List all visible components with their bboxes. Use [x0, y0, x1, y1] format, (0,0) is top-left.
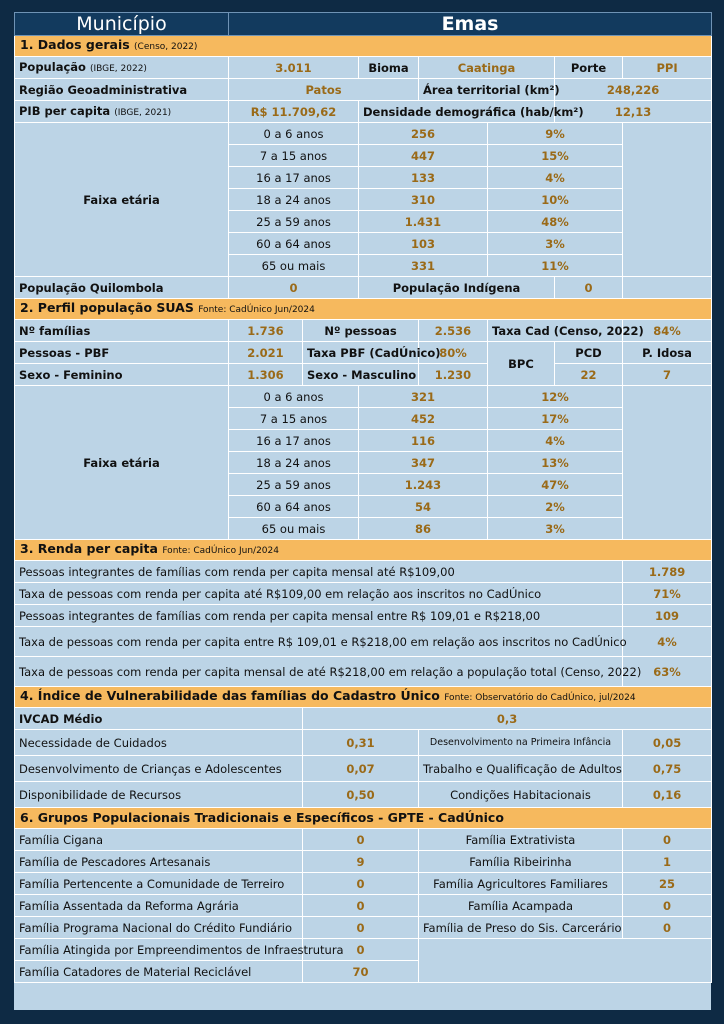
header-row [15, 13, 712, 36]
ivcad-item-label: Disponibilidade de Recursos [15, 782, 303, 808]
pib-value: R$ 11.709,62 [229, 101, 359, 123]
pbf-label: Pessoas - PBF [15, 342, 229, 364]
faixa-count: 331 [359, 255, 488, 277]
renda-value: 71% [623, 583, 712, 605]
ivcad-value: 0,3 [303, 708, 712, 730]
ivcad-item-label: Desenvolvimento de Crianças e Adolescentes [15, 756, 303, 782]
indigena-value: 0 [555, 277, 623, 299]
gpte-row [15, 939, 712, 961]
ivcad-row [15, 756, 712, 782]
renda-value: 4% [623, 627, 712, 657]
area-label: Área territorial (km²) [419, 79, 555, 101]
faixa-pct: 2% [488, 496, 623, 518]
faixa-row [15, 123, 712, 145]
faixa-etaria-label: Faixa etária [15, 123, 229, 277]
indigena-label: População Indígena [359, 277, 555, 299]
gpte-value: 0 [303, 873, 419, 895]
faixa-pct: 11% [488, 255, 623, 277]
pessoas-value: 2.536 [419, 320, 488, 342]
ivcad-row [15, 782, 712, 808]
faixa-pct: 3% [488, 233, 623, 255]
renda-row [15, 657, 712, 687]
faixa-pct: 4% [488, 430, 623, 452]
ivcad-item-label: Condições Habitacionais [419, 782, 623, 808]
table-row [15, 79, 712, 101]
faixa-range: 0 a 6 anos [229, 386, 359, 408]
idosa-value: 7 [623, 364, 712, 386]
faixa-pct: 15% [488, 145, 623, 167]
table-row [15, 708, 712, 730]
idosa-label: P. Idosa [623, 342, 712, 364]
gpte-value: 0 [623, 895, 712, 917]
faixa-range: 65 ou mais [229, 518, 359, 540]
renda-value: 109 [623, 605, 712, 627]
pcd-label: PCD [555, 342, 623, 364]
densidade-label: Densidade demográfica (hab/km²) [359, 101, 555, 123]
section-1-title: 1. Dados gerais (Censo, 2022) [15, 36, 712, 57]
taxa-cad-label: Taxa Cad (Censo, 2022) [488, 320, 623, 342]
gpte-value: 0 [303, 939, 419, 961]
renda-label: Pessoas integrantes de famílias com renda per capita mensal entre R$ 109,01 e R$218,00 [15, 605, 623, 627]
gpte-label: Família Catadores de Material Reciclável [15, 961, 303, 983]
ivcad-item-value: 0,16 [623, 782, 712, 808]
bpc-label: BPC [488, 342, 555, 386]
taxa-pbf-label: Taxa PBF (CadÚnico) [303, 342, 419, 364]
faixa-row [15, 386, 712, 408]
faixa-range: 16 a 17 anos [229, 167, 359, 189]
ivcad-item-label: Necessidade de Cuidados [15, 730, 303, 756]
faixa-range: 25 a 59 anos [229, 474, 359, 496]
gpte-label: Família de Pescadores Artesanais [15, 851, 303, 873]
section-2-title: 2. Perfil população SUAS Fonte: CadÚnico Jun/2024 [15, 299, 712, 320]
ivcad-item-label: Trabalho e Qualificação de Adultos [419, 756, 623, 782]
porte-value: PPI [623, 57, 712, 79]
gpte-label: Família Agricultores Familiares [419, 873, 623, 895]
table-row: População (IBGE, 2022) 3.011 Bioma Caatinga Porte PPI [15, 57, 712, 79]
faixa-pct: 17% [488, 408, 623, 430]
gpte-row [15, 829, 712, 851]
table-row: PIB per capita (IBGE, 2021) R$ 11.709,62 Densidade demográfica (hab/km²) 12,13 [15, 101, 712, 123]
pessoas-label: Nº pessoas [303, 320, 419, 342]
faixa-count: 54 [359, 496, 488, 518]
populacao-label: População [19, 59, 86, 74]
ivcad-item-value: 0,50 [303, 782, 419, 808]
faixa-pct: 13% [488, 452, 623, 474]
area-value: 248,226 [555, 79, 712, 101]
faixa-range: 0 a 6 anos [229, 123, 359, 145]
table-row [15, 342, 712, 364]
regiao-value: Patos [229, 79, 419, 101]
ivcad-item-label: Desenvolvimento na Primeira Infância [419, 730, 623, 756]
gpte-value: 0 [303, 895, 419, 917]
faixa-pct: 3% [488, 518, 623, 540]
feminino-value: 1.306 [229, 364, 303, 386]
gpte-label: Família Cigana [15, 829, 303, 851]
renda-row [15, 627, 712, 657]
faixa-count: 86 [359, 518, 488, 540]
faixa-pct: 4% [488, 167, 623, 189]
faixa-count: 1.243 [359, 474, 488, 496]
faixa-pct: 12% [488, 386, 623, 408]
faixa-range: 25 a 59 anos [229, 211, 359, 233]
faixa-range: 60 a 64 anos [229, 496, 359, 518]
faixa-pct: 47% [488, 474, 623, 496]
gpte-value: 1 [623, 851, 712, 873]
section-6-title: 6. Grupos Populacionais Tradicionais e Específicos - GPTE - CadÚnico [15, 808, 712, 829]
faixa-count: 116 [359, 430, 488, 452]
data-table [14, 12, 712, 983]
gpte-row [15, 917, 712, 939]
faixa-count: 321 [359, 386, 488, 408]
gpte-label: Família de Preso do Sis. Carcerário [419, 917, 623, 939]
table-row [15, 320, 712, 342]
renda-label: Taxa de pessoas com renda per capita mensal de até R$218,00 em relação a população total (Censo, 2022) [15, 657, 623, 687]
ivcad-item-value: 0,07 [303, 756, 419, 782]
ivcad-item-value: 0,75 [623, 756, 712, 782]
renda-row [15, 561, 712, 583]
feminino-label: Sexo - Feminino [15, 364, 229, 386]
renda-label: Pessoas integrantes de famílias com renda per capita mensal até R$109,00 [15, 561, 623, 583]
ivcad-item-value: 0,05 [623, 730, 712, 756]
faixa-range: 7 a 15 anos [229, 408, 359, 430]
gpte-value: 70 [303, 961, 419, 983]
faixa-pct: 48% [488, 211, 623, 233]
ivcad-label: IVCAD Médio [15, 708, 303, 730]
densidade-value: 12,13 [555, 101, 712, 123]
gpte-value: 0 [303, 829, 419, 851]
renda-value: 1.789 [623, 561, 712, 583]
gpte-value: 0 [303, 917, 419, 939]
city-name: Emas [229, 13, 712, 36]
gpte-label: Família Pertencente a Comunidade de Terreiro [15, 873, 303, 895]
faixa-count: 1.431 [359, 211, 488, 233]
section-4-title: 4. Índice de Vulnerabilidade das famílias do Cadastro Único Fonte: Observatório do CadÚnico, jul/2024 [15, 687, 712, 708]
pcd-value: 22 [555, 364, 623, 386]
faixa-count: 452 [359, 408, 488, 430]
renda-label: Taxa de pessoas com renda per capita até R$109,00 em relação aos inscritos no CadÚnico [15, 583, 623, 605]
gpte-value: 0 [623, 829, 712, 851]
table-row [15, 277, 712, 299]
faixa-pct: 9% [488, 123, 623, 145]
gpte-row [15, 873, 712, 895]
gpte-value: 25 [623, 873, 712, 895]
faixa-count: 347 [359, 452, 488, 474]
faixa-range: 16 a 17 anos [229, 430, 359, 452]
gpte-label: Família Acampada [419, 895, 623, 917]
familias-label: Nº famílias [15, 320, 229, 342]
pib-label: PIB per capita [19, 103, 111, 118]
regiao-label: Região Geoadministrativa [15, 79, 229, 101]
faixa-count: 133 [359, 167, 488, 189]
faixa-count: 256 [359, 123, 488, 145]
bioma-label: Bioma [359, 57, 419, 79]
renda-row [15, 583, 712, 605]
ivcad-row [15, 730, 712, 756]
faixa-count: 447 [359, 145, 488, 167]
gpte-label: Família Ribeirinha [419, 851, 623, 873]
bioma-value: Caatinga [419, 57, 555, 79]
ivcad-item-value: 0,31 [303, 730, 419, 756]
gpte-row [15, 895, 712, 917]
gpte-value: 0 [623, 917, 712, 939]
populacao-value: 3.011 [229, 57, 359, 79]
quilombola-label: População Quilombola [15, 277, 229, 299]
porte-label: Porte [555, 57, 623, 79]
familias-value: 1.736 [229, 320, 303, 342]
faixa-count: 310 [359, 189, 488, 211]
renda-row [15, 605, 712, 627]
masculino-label: Sexo - Masculino [303, 364, 419, 386]
faixa-count: 103 [359, 233, 488, 255]
municipal-data-sheet [14, 12, 711, 1010]
gpte-label: Família Assentada da Reforma Agrária [15, 895, 303, 917]
gpte-label: Família Programa Nacional do Crédito Fundiário [15, 917, 303, 939]
masculino-value: 1.230 [419, 364, 488, 386]
renda-value: 63% [623, 657, 712, 687]
faixa-range: 18 a 24 anos [229, 452, 359, 474]
faixa-etaria-label: Faixa etária [15, 386, 229, 540]
quilombola-value: 0 [229, 277, 359, 299]
taxa-pbf-value: 80% [419, 342, 488, 364]
gpte-row [15, 851, 712, 873]
pbf-value: 2.021 [229, 342, 303, 364]
gpte-label: Família Atingida por Empreendimentos de Infraestrutura [15, 939, 303, 961]
faixa-range: 7 a 15 anos [229, 145, 359, 167]
faixa-range: 60 a 64 anos [229, 233, 359, 255]
table-row [15, 364, 712, 386]
taxa-cad-value: 84% [623, 320, 712, 342]
faixa-pct: 10% [488, 189, 623, 211]
faixa-range: 65 ou mais [229, 255, 359, 277]
faixa-range: 18 a 24 anos [229, 189, 359, 211]
municipio-label: Município [15, 13, 229, 36]
gpte-value: 9 [303, 851, 419, 873]
renda-label: Taxa de pessoas com renda per capita entre R$ 109,01 e R$218,00 em relação aos inscritos no CadÚnico [15, 627, 623, 657]
section-3-title: 3. Renda per capita Fonte: CadÚnico Jun/2024 [15, 540, 712, 561]
gpte-label: Família Extrativista [419, 829, 623, 851]
